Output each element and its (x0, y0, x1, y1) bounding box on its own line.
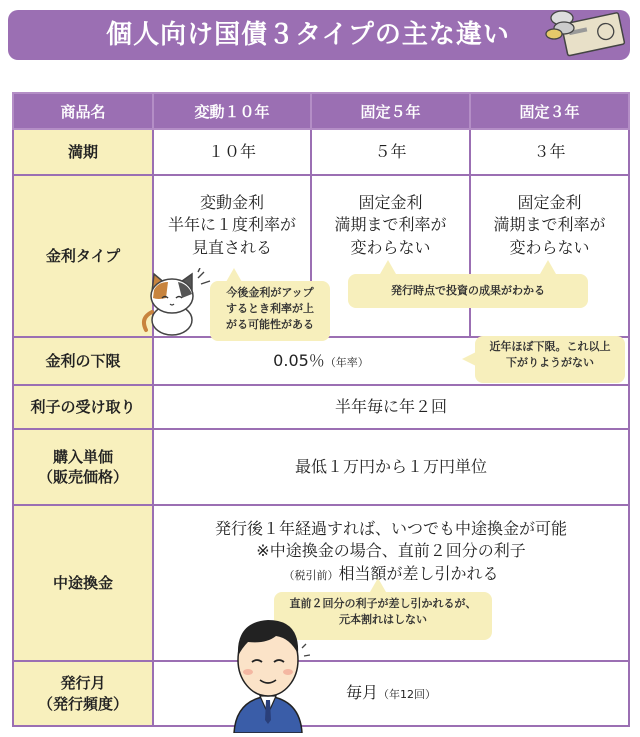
title-banner (8, 10, 630, 60)
bubble-line: 発行時点で投資の成果がわかる (391, 284, 545, 297)
bubble-line: 元本割れはしない (339, 612, 427, 626)
bubble-line: 直前２回分の利子が差し引かれるが、 (289, 597, 477, 610)
floor-value: 0.05％ (273, 350, 325, 370)
bubble-floating (210, 281, 330, 341)
issue-note: （年12回） (378, 688, 436, 702)
cat-illustration (138, 268, 214, 338)
row-label-maturity: 満期 (13, 129, 153, 175)
rate-line: 変わらない (509, 237, 590, 257)
row-label-floor: 金利の下限 (13, 337, 153, 385)
redemption-text: 相当額が差し引かれる (338, 563, 499, 583)
unit-value: 最低１万円から１万円単位 (153, 429, 629, 505)
bubble-tail (540, 260, 556, 274)
issue-label-line: 発行月 (60, 674, 106, 693)
issue-value: 毎月 (345, 683, 378, 703)
row-label-redemption: 中途換金 (13, 505, 153, 661)
redemption-line (154, 563, 628, 585)
rate-line: 満期まで利率が (334, 215, 447, 235)
row-label-issue (13, 661, 153, 726)
bubble-line: がる可能性がある (226, 317, 314, 331)
maturity-floating-10: １０年 (153, 129, 311, 175)
bubble-line: するとき利率が上 (226, 301, 314, 315)
issue-value-cell (153, 661, 629, 726)
floor-note: （年率） (324, 355, 369, 369)
rate-line: 固定金利 (358, 193, 423, 212)
bubble-line: 今後金利がアップ (226, 286, 314, 299)
rate-type-fixed-3 (470, 175, 629, 337)
rate-type-fixed-5 (311, 175, 470, 337)
unit-label-line: （販売価格） (37, 468, 128, 486)
man-illustration (226, 608, 310, 733)
maturity-fixed-3: ３年 (470, 129, 629, 175)
bubble-fixed (348, 274, 588, 308)
bubble-tail (462, 352, 476, 366)
redemption-note: （税引前） (283, 568, 339, 582)
header-floating-10: 変動１０年 (153, 93, 311, 129)
row-label-interest: 利子の受け取り (13, 385, 153, 429)
row-label-unit (13, 429, 153, 505)
rate-line: 半年に１度利率が (167, 215, 296, 235)
rate-line: 変動金利 (199, 193, 264, 212)
maturity-fixed-5: ５年 (311, 129, 470, 175)
header-fixed-3: 固定３年 (470, 93, 629, 129)
redemption-line: 発行後１年経過すれば、いつでも中途換金が可能 (214, 519, 567, 538)
bubble-tail (380, 260, 396, 274)
page-title: 個人向け国債３タイプの主な違い (106, 20, 510, 50)
bubble-tail (226, 268, 242, 282)
rate-line: 変わらない (350, 237, 431, 257)
rate-line: 見直される (191, 237, 272, 257)
rate-line: 固定金利 (517, 193, 582, 212)
bubble-line: 近年ほぼ下限。これ以上 (489, 340, 611, 353)
redemption-line: ※中途換金の場合、直前２回分の利子 (256, 541, 526, 561)
header-product: 商品名 (13, 93, 153, 129)
money-icon (544, 4, 630, 62)
issue-label-line: （発行頻度） (37, 694, 128, 713)
bubble-line: 下がりようがない (506, 355, 594, 369)
rate-line: 満期まで利率が (493, 215, 606, 235)
header-fixed-5: 固定５年 (311, 93, 470, 129)
row-label-rate-type: 金利タイプ (13, 175, 153, 337)
bubble-floor (475, 336, 625, 383)
bubble-tail (370, 578, 386, 592)
unit-label-line: 購入単価 (52, 447, 113, 466)
interest-value: 半年毎に年２回 (153, 385, 629, 429)
